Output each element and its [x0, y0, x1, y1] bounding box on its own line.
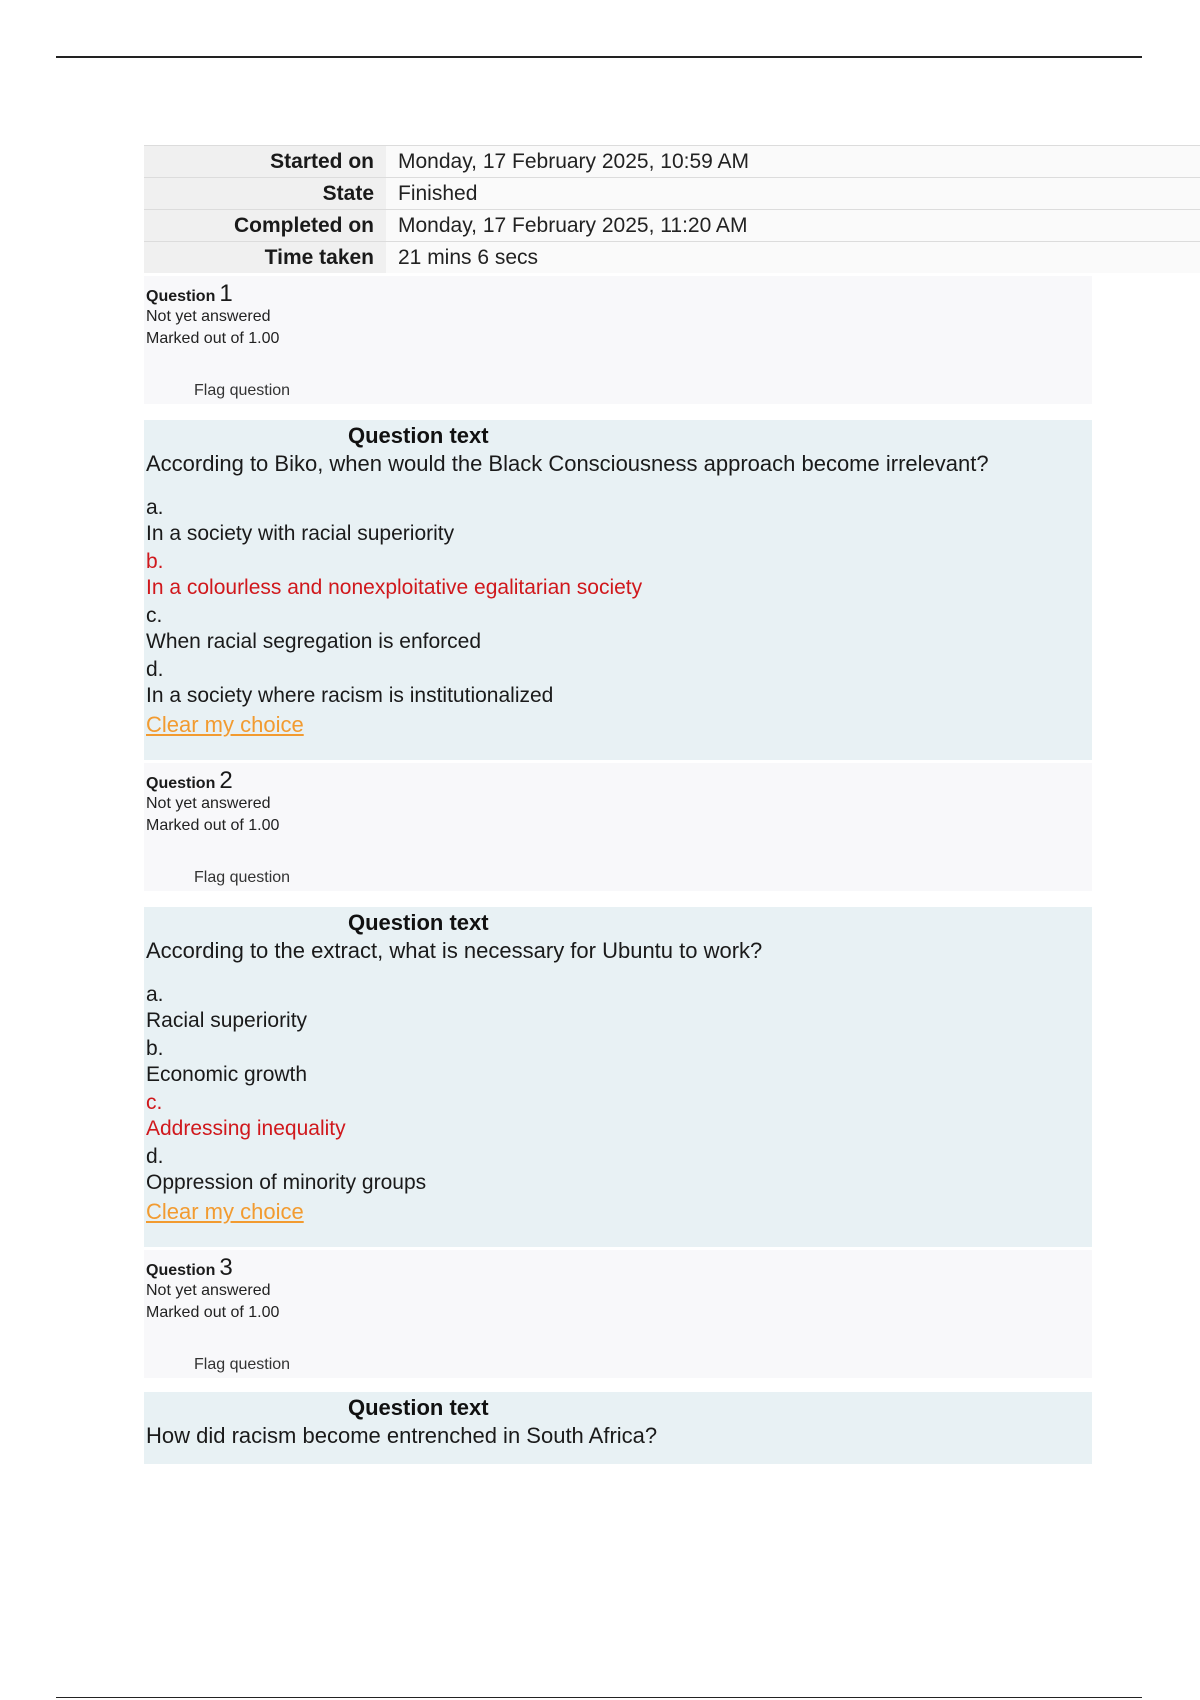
question-text-heading: Question text	[348, 910, 489, 935]
question-marks: Marked out of 1.00	[146, 817, 280, 834]
question-2-content	[144, 907, 1092, 1247]
option-a-text[interactable]: In a society with racial superiority	[146, 522, 455, 545]
top-rule	[56, 56, 1142, 58]
question-number	[146, 1254, 233, 1282]
question-text: How did racism become entrenched in South Africa?	[146, 1423, 658, 1448]
option-b-text[interactable]: In a colourless and nonexploitative egalitarian society	[146, 576, 643, 599]
summary-label: State	[144, 178, 386, 210]
question-label: Question	[146, 775, 216, 792]
question-status: Not yet answered	[146, 308, 271, 325]
option-b-text[interactable]: Economic growth	[146, 1063, 308, 1086]
summary-value: Monday, 17 February 2025, 10:59 AM	[386, 146, 1200, 178]
question-status: Not yet answered	[146, 1282, 271, 1299]
question-number-value: 2	[219, 767, 233, 794]
question-label: Question	[146, 1262, 216, 1279]
flag-question-link[interactable]: Flag question	[194, 1356, 291, 1373]
question-number-value: 3	[219, 1254, 233, 1281]
question-marks: Marked out of 1.00	[146, 1304, 280, 1321]
question-3-info	[144, 1250, 1092, 1378]
summary-value: 21 mins 6 secs	[386, 242, 1200, 274]
option-a-letter[interactable]: a.	[146, 496, 164, 519]
option-d-letter[interactable]: d.	[146, 1145, 164, 1168]
option-b-letter[interactable]: b.	[146, 550, 164, 573]
option-b-letter[interactable]: b.	[146, 1037, 164, 1060]
question-text: According to Biko, when would the Black Consciousness approach become irrelevant?	[146, 451, 989, 476]
flag-question-link[interactable]: Flag question	[194, 869, 291, 886]
summary-value: Monday, 17 February 2025, 11:20 AM	[386, 210, 1200, 242]
summary-row-state	[144, 178, 1200, 210]
summary-label: Completed on	[144, 210, 386, 242]
summary-row-time-taken	[144, 242, 1200, 274]
question-number	[146, 767, 233, 795]
question-text-heading: Question text	[348, 423, 489, 448]
question-3-content	[144, 1392, 1092, 1464]
attempt-summary-table	[144, 145, 1200, 273]
question-status: Not yet answered	[146, 795, 271, 812]
question-number	[146, 280, 233, 308]
option-c-text[interactable]: Addressing inequality	[146, 1117, 346, 1140]
question-1-info	[144, 276, 1092, 404]
bottom-rule	[56, 1697, 1142, 1698]
option-d-text[interactable]: In a society where racism is institutionalized	[146, 684, 554, 707]
option-c-text[interactable]: When racial segregation is enforced	[146, 630, 482, 653]
option-a-letter[interactable]: a.	[146, 983, 164, 1006]
question-number-value: 1	[219, 280, 233, 307]
question-marks: Marked out of 1.00	[146, 330, 280, 347]
flag-question-link[interactable]: Flag question	[194, 382, 291, 399]
question-label: Question	[146, 288, 216, 305]
summary-row-started	[144, 146, 1200, 178]
clear-my-choice-link[interactable]: Clear my choice	[146, 712, 304, 737]
clear-my-choice-link[interactable]: Clear my choice	[146, 1199, 304, 1224]
summary-label: Time taken	[144, 242, 386, 274]
question-text-heading: Question text	[348, 1395, 489, 1420]
option-c-letter[interactable]: c.	[146, 1091, 163, 1114]
option-d-letter[interactable]: d.	[146, 658, 164, 681]
option-a-text[interactable]: Racial superiority	[146, 1009, 308, 1032]
summary-row-completed	[144, 210, 1200, 242]
option-c-letter[interactable]: c.	[146, 604, 163, 627]
question-2-info	[144, 763, 1092, 891]
question-text: According to the extract, what is necessary for Ubuntu to work?	[146, 938, 763, 963]
summary-label: Started on	[144, 146, 386, 178]
summary-value: Finished	[386, 178, 1200, 210]
option-d-text[interactable]: Oppression of minority groups	[146, 1171, 427, 1194]
question-1-content	[144, 420, 1092, 760]
